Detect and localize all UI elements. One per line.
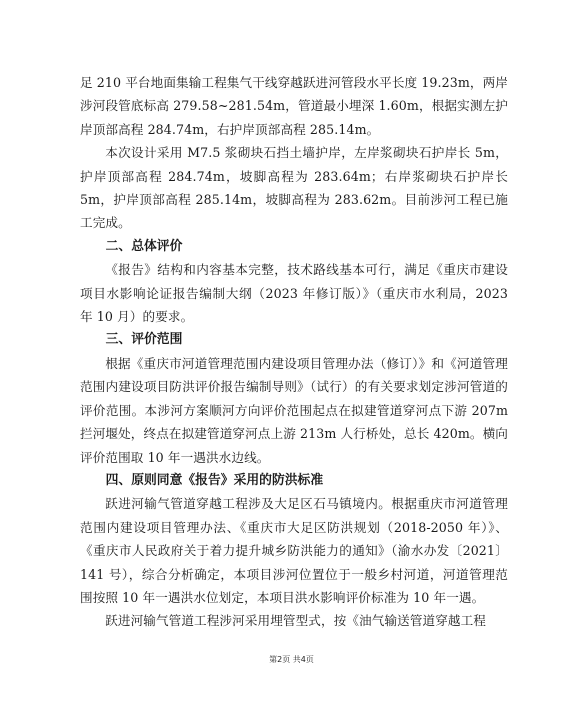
page-body xyxy=(80,71,508,633)
paragraph-flood-standard: 跃进河输气管道穿越工程涉及大足区石马镇境内。根据重庆市河道管理范围内建设项目管理办法、《重庆市大足区防洪规划（2018-2050 年）》、《重庆市人民政府关于着力提升城乡防洪能力的通知》（渝水办发〔2021〕141 号），综合分析确定，本项目涉河位置位于一般乡村河道，河道管理范围按照 10 年一遇洪水位划定，本项目洪水影响评价标准为 10 年一遇。 xyxy=(80,496,508,605)
paragraph-overall-evaluation: 《报告》结构和内容基本完整，技术路线基本可行，满足《重庆市建设项目水影响论证报告编制大纲（2023 年修订版）》（重庆市水利局，2023 年 10 月）的要求。 xyxy=(80,262,508,325)
heading-flood-standard: 四、原则同意《报告》采用的防洪标准 xyxy=(105,472,324,488)
paragraph-design-revetment: 本次设计采用 M7.5 浆砌块石挡土墙护岸，左岸浆砌块石护岸长 5m，护岸顶部高程 284.74m，坡脚高程为 283.64m；右岸浆砌块石护岸长 5m，护岸顶部高程 285.14m，坡脚高程为 283.62m。目前涉河工程已施工完成。 xyxy=(80,145,508,231)
paragraph-pipeline-length: 足 210 平台地面集输工程集气干线穿越跃进河管段水平长度 19.23m，两岸涉河段管底标高 279.58~281.54m，管道最小埋深 1.60m，根据实测左护岸顶部高程 284.74m，右护岸顶部高程 285.14m。 xyxy=(80,75,508,137)
page-number-footer: 第2页 共4页 xyxy=(269,655,314,664)
paragraph-pipe-form: 跃进河输气管道工程涉河采用埋管型式，按《油气输送管道穿越工程 xyxy=(105,613,486,629)
heading-evaluation-scope: 三、评价范围 xyxy=(105,332,183,348)
paragraph-evaluation-scope: 根据《重庆市河道管理范围内建设项目管理办法（修订）》和《河道管理范围内建设项目防洪评价报告编制导则》（试行）的有关要求划定涉河管道的评价范围。本涉河方案顺河方向评价范围起点在拟建管道穿河点下游 207m 拦河堰处，终点在拟建管道穿河点上游 213m 人行桥处，总长 420m。横向评价范围取 10 年一遇洪水边线。 xyxy=(80,355,508,465)
heading-overall-evaluation: 二、总体评价 xyxy=(105,238,183,254)
